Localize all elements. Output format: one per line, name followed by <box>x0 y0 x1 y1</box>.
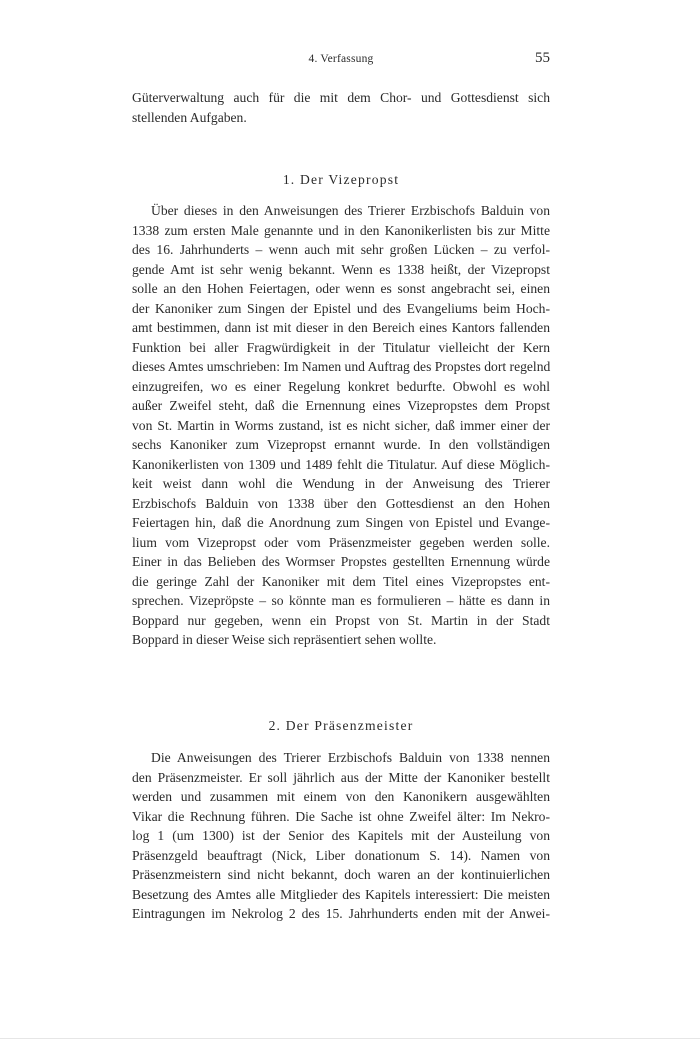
text-line: Feiertagen hin, daß die Anordnung zum Singen von Epistel und Evange- <box>132 515 550 530</box>
text-line: werden und zusammen mit einem von den Kanonikern ausgewählten <box>132 789 550 804</box>
text-line: einzugreifen, wo es einer Regelung konkret bedurfte. Obwohl es wohl <box>132 378 550 394</box>
section-heading-vizepropst: 1. Der Vizepropst <box>282 172 400 187</box>
text-line: lium vom Vizepropst oder vom Präsenzmeister gegeben werden solle. <box>132 534 550 550</box>
page-bottom-edge <box>0 1038 700 1039</box>
text-line: Boppard in dieser Weise sich repräsentiert sehen wollte. <box>132 632 437 647</box>
text-line: dieses Amtes umschrieben: Im Namen und Auftrag des Propstes dort regelnd <box>132 359 551 374</box>
intro-paragraph <box>132 88 550 127</box>
text-line: die geringe Zahl der Kanoniker mit dem Titel eines Vizepropstes ent- <box>132 573 550 589</box>
section-praesenzmeister-paragraph <box>132 748 550 924</box>
text-line: log 1 (um 1300) ist der Senior des Kapitels mit der Austeilung von <box>132 828 550 843</box>
text-line: Besetzung des Amtes alle Mitglieder des Kapitels interessiert: Die meisten <box>132 886 550 902</box>
text-line: Präsenzmeistern sind nicht bekannt, doch waren an der kontinuierlichen <box>132 867 550 882</box>
text-line: Über dieses in den Anweisungen des Trierer Erzbischofs Balduin von <box>151 203 550 218</box>
text-line: Vikar die Rechnung führen. Die Sache ist ohne Zweifel älter: Im Nekro- <box>132 808 550 824</box>
text-line: stellenden Aufgaben. <box>132 109 247 125</box>
text-line: Einer in das Belieben des Wormser Propstes gestellten Ernennung würde <box>132 554 550 569</box>
text-line: Präsenzgeld beauftragt (Nick, Liber donationum S. 14). Namen von <box>132 847 550 863</box>
text-line: keit weist dann wohl die Wendung in der Anweisung des Trierer <box>132 476 550 491</box>
text-line: von St. Martin in Worms zustand, ist es nicht sicher, daß immer einer der <box>132 417 550 433</box>
section-vizepropst-paragraph <box>132 201 550 650</box>
text-line: Erzbischofs Balduin von 1338 über den Gottesdienst an den Hohen <box>132 495 550 511</box>
running-head <box>132 50 550 70</box>
page-number: 55 <box>535 50 550 66</box>
text-line: Boppard nur gegeben, wenn ein Propst von St. Martin in der Stadt <box>132 612 550 628</box>
section-heading-praesenzmeister: 2. Der Präsenzmeister <box>268 718 414 733</box>
text-line: Die Anweisungen des Trierer Erzbischofs Balduin von 1338 nennen <box>151 750 550 765</box>
text-line: außer Zweifel steht, daß die Ernennung eines Vizepropstes dem Propst <box>132 398 550 413</box>
running-title: 4. Verfassung <box>308 53 374 65</box>
text-line: der Kanoniker zum Singen der Epistel und des Evangeliums beim Hoch- <box>132 300 550 316</box>
text-line: 1338 zum ersten Male genannte und in den Kanonikerlisten bis zur Mitte <box>132 222 550 238</box>
text-line: Güterverwaltung auch für die mit dem Chor- und Gottesdienst sich <box>132 90 550 105</box>
text-line: solle an den Hohen Feiertagen, oder wenn es sonst angebracht sei, einen <box>132 281 550 296</box>
text-line: Kanonikerlisten von 1309 und 1489 fehlt die Titulatur. Auf diese Möglich- <box>132 456 550 472</box>
text-line: gende Amt ist sehr wenig bekannt. Wenn es 1338 heißt, der Vizepropst <box>132 261 550 277</box>
text-line: Eintragungen im Nekrolog 2 des 15. Jahrhunderts enden mit der Anwei- <box>132 906 550 921</box>
text-line: sechs Kanoniker zum Vizepropst ernannt wurde. In den vollständigen <box>132 437 550 452</box>
text-line: den Präsenzmeister. Er soll jährlich aus der Mitte der Kanoniker bestellt <box>132 769 550 785</box>
text-line: Funktion bei aller Fragwürdigkeit in der Titulatur vielleicht der Kern <box>132 339 550 355</box>
text-line: des 16. Jahrhunderts – wenn auch mit sehr großen Lücken – zu verfol- <box>132 242 550 257</box>
text-line: amt bestimmen, dann ist mit dieser in den Bereich eines Kantors fallenden <box>132 320 550 335</box>
text-line: sprechen. Vizepröpste – so könnte man es formulieren – hätte es dann in <box>132 593 550 608</box>
